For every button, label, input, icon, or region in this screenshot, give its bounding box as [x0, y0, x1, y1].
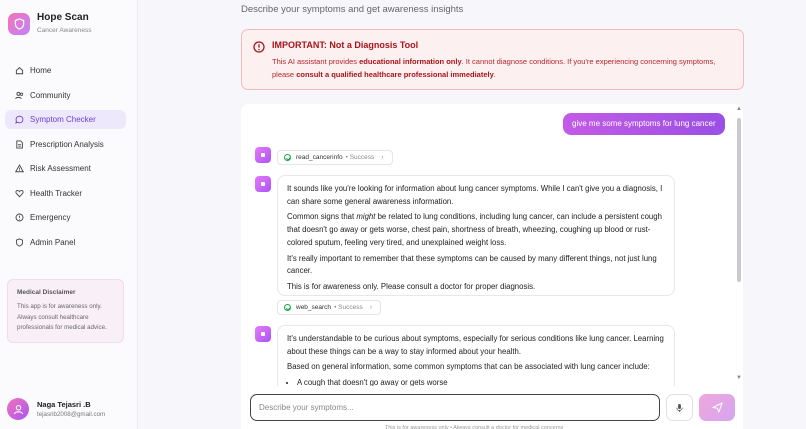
- chat-panel[interactable]: [241, 104, 743, 386]
- sidebar-item-emergency[interactable]: [5, 208, 126, 227]
- sidebar: [0, 0, 138, 429]
- symptom-input[interactable]: [250, 394, 660, 421]
- users-icon: [15, 91, 24, 100]
- message-text: be related to lung conditions, including lung cancer, can include a persistent cough that doesn't go away or gets worse, chest pain, shortness of breath, wheezing, coughing up blood or rust-colored sputum, feeling very tired, and unexplained weight loss.: [287, 212, 662, 248]
- sidebar-item-health-tracker[interactable]: [5, 184, 126, 203]
- app-title: Hope Scan: [37, 12, 89, 23]
- alert-triangle-icon: [15, 164, 24, 173]
- shield-logo-icon: [8, 13, 30, 35]
- sidebar-item-community[interactable]: [5, 86, 126, 105]
- sidebar-item-symptom-checker[interactable]: [5, 110, 126, 129]
- sidebar-item-label: Emergency: [30, 213, 71, 222]
- sidebar-item-label: Admin Panel: [30, 237, 76, 247]
- user-message: give me some symptoms for lung cancer: [563, 113, 725, 135]
- sidebar-nav: [5, 61, 126, 257]
- sidebar-item-admin-panel[interactable]: [5, 233, 126, 252]
- microphone-icon: [675, 403, 684, 413]
- check-circle-icon: [284, 304, 291, 311]
- sidebar-item-label: Risk Assessment: [30, 164, 91, 173]
- sidebar-item-label: Home: [30, 66, 52, 75]
- alert-bold-text: educational information only: [359, 57, 462, 66]
- shield-icon: [15, 238, 24, 247]
- alert-text-part: This AI assistant provides: [272, 57, 360, 66]
- alert-circle-icon: [253, 41, 265, 53]
- message-paragraph: It's understandable to be curious about symptoms, especially for serious conditions like lung cancer. Learning about these things can be a way to stay informed about your health.: [287, 334, 664, 356]
- message-paragraph: This is for awareness only. Please consult a doctor for proper diagnosis.: [287, 281, 536, 291]
- message-paragraph: Based on general information, some common symptoms that can be associated with lung cancer include:: [287, 362, 650, 372]
- heart-icon: [15, 189, 24, 198]
- scroll-up-arrow-icon[interactable]: ▲: [736, 106, 742, 112]
- message-paragraph: It's really important to remember that these symptoms can be caused by many different things, not just lung cancer.: [287, 253, 657, 276]
- alert-bold-text: consult a qualified healthcare professional immediately: [296, 69, 494, 79]
- microphone-button[interactable]: [666, 394, 693, 421]
- assistant-message: [277, 175, 675, 296]
- alert-title: IMPORTANT: Not a Diagnosis Tool: [272, 40, 419, 50]
- chat-footnote: This is for awareness only • Always consult a doctor for medical concerns: [385, 425, 564, 429]
- document-icon: [15, 140, 24, 149]
- alert-text: [272, 56, 731, 81]
- chevron-right-icon: ›: [369, 304, 373, 311]
- diagnosis-warning-alert: [241, 29, 744, 90]
- chevron-right-icon: ›: [381, 154, 384, 161]
- app-subtitle: Cancer Awareness: [37, 27, 92, 34]
- medical-disclaimer: [7, 279, 124, 343]
- assistant-avatar: [255, 176, 271, 192]
- sidebar-item-label: Prescription Analysis: [30, 139, 104, 149]
- tool-status: • Success: [334, 304, 363, 311]
- tool-status: • Success: [345, 154, 375, 161]
- list-item: • A cough that doesn't go away or gets worse: [297, 377, 665, 386]
- user-name: Naga Tejasri .B: [37, 399, 91, 409]
- assistant-message: [277, 325, 675, 386]
- user-icon: [13, 404, 24, 415]
- message-paragraph: [287, 211, 665, 250]
- disclaimer-title: Medical Disclaimer: [17, 289, 76, 296]
- sidebar-item-risk-assessment[interactable]: [5, 159, 126, 178]
- user-profile[interactable]: [7, 398, 105, 420]
- message-paragraph: It sounds like you're looking for information about lung cancer symptoms. While I can't give you a diagnosis, I can share some general awareness information.: [287, 184, 663, 206]
- assistant-avatar: [255, 326, 271, 342]
- scroll-down-arrow-icon[interactable]: ▼: [736, 375, 742, 381]
- alert-text-part: .: [493, 69, 496, 79]
- page-subtitle: Describe your symptoms and get awareness insights: [241, 4, 464, 15]
- brand[interactable]: [8, 12, 91, 35]
- send-button[interactable]: [699, 394, 735, 421]
- user-email: tejasrib2008@gmail.com: [37, 410, 106, 418]
- sidebar-item-home[interactable]: [5, 61, 126, 80]
- message-list: [287, 377, 665, 386]
- sidebar-item-label: Symptom Checker: [30, 115, 96, 124]
- disclaimer-text: This app is for awareness only. Always consult healthcare professionals for medical advice.: [17, 303, 107, 331]
- assistant-avatar: [255, 147, 271, 163]
- tool-name: read_cancerinfo: [296, 154, 343, 161]
- alert-text-part: . It cannot diagnose conditions. If you're experiencing concerning symptoms, please: [272, 57, 716, 79]
- alert-circle-icon: [15, 213, 24, 222]
- avatar: [7, 398, 29, 420]
- chat-input-bar: [241, 386, 743, 429]
- send-icon: [712, 402, 723, 413]
- check-circle-icon: [284, 154, 291, 161]
- message-emphasis: might: [356, 212, 376, 222]
- tool-name: web_search: [296, 304, 332, 311]
- chat-scrollbar[interactable]: [737, 118, 741, 282]
- sidebar-item-label: Health Tracker: [30, 188, 83, 198]
- sidebar-item-prescription-analysis[interactable]: [5, 135, 126, 154]
- tool-call-web-search[interactable]: [277, 300, 381, 315]
- home-icon: [15, 66, 24, 75]
- chat-bubble-icon: [15, 115, 24, 124]
- tool-call-read-cancerinfo[interactable]: [277, 150, 393, 165]
- sidebar-item-label: Community: [30, 90, 71, 100]
- message-text: Common signs that: [287, 212, 357, 222]
